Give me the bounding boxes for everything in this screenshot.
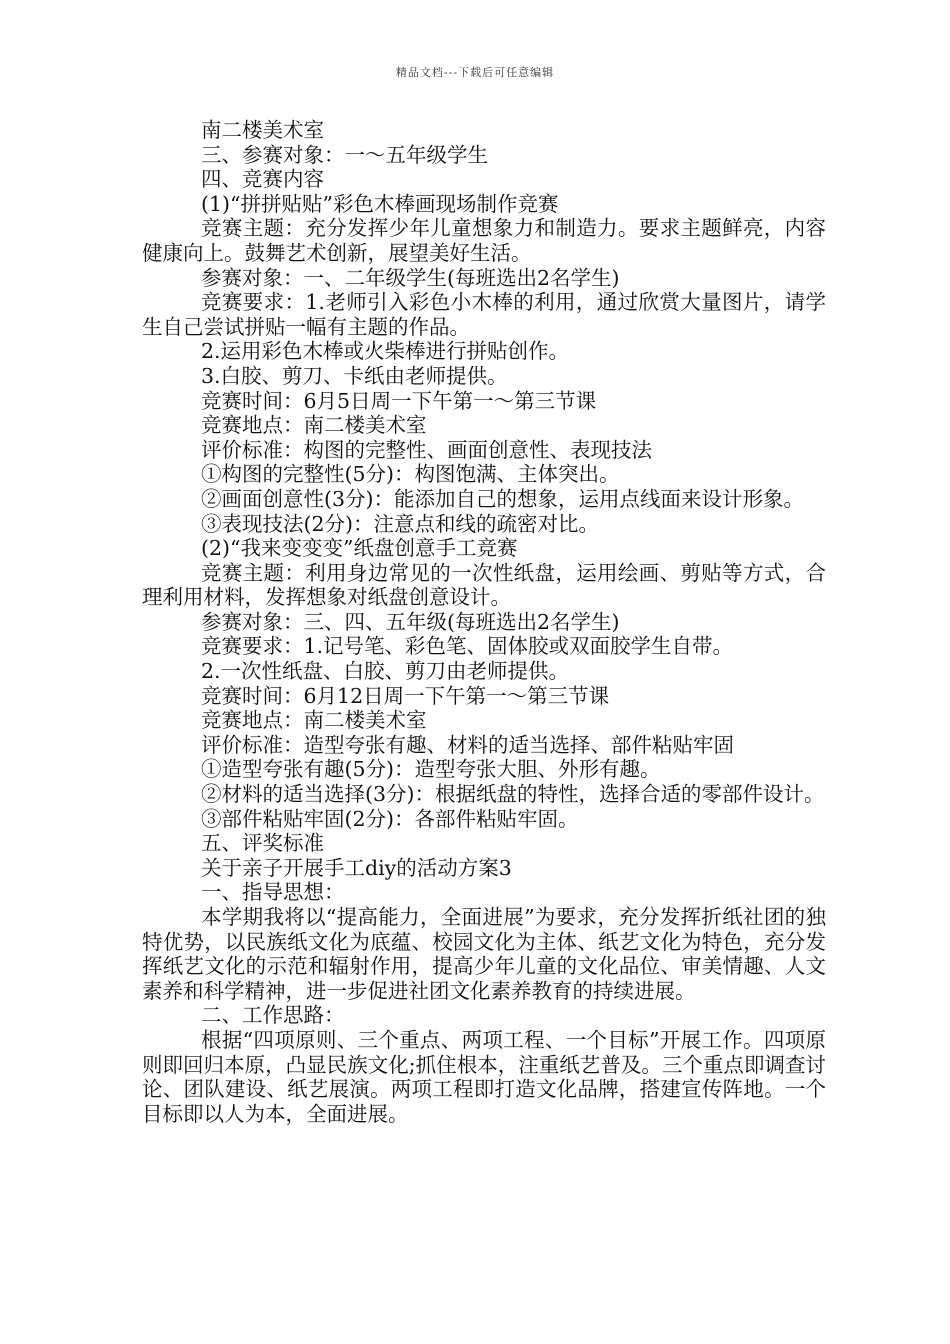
paragraph: 竞赛要求：1.老师引入彩色小木棒的利用，通过欣赏大量图片，请学生自己尝试拼贴一幅有主题的作品。 xyxy=(142,290,826,339)
document-title: 关于亲子开展手工diy的活动方案3 xyxy=(201,855,512,880)
paragraph: 评价标准：造型夸张有趣、材料的适当选择、部件粘贴牢固 xyxy=(201,732,734,757)
paragraph: ②画面创意性(3分)：能添加自己的想象，运用点线面来设计形象。 xyxy=(201,486,805,511)
paragraph: ③部件粘贴牢固(2分)：各部件粘贴牢固。 xyxy=(201,806,579,831)
paragraph: 南二楼美术室 xyxy=(201,118,324,142)
paragraph: 2.一次性纸盘、白胶、剪刀由老师提供。 xyxy=(201,659,570,684)
subsection-heading: (1)“拼拼贴贴”彩色木棒画现场制作竞赛 xyxy=(201,191,559,216)
section-heading: 四、竞赛内容 xyxy=(201,167,324,192)
paragraph: 参赛对象：三、四、五年级(每班选出2名学生) xyxy=(201,609,620,634)
paragraph: 竞赛主题：充分发挥少年儿童想象力和制造力。要求主题鲜亮，内容健康向上。鼓舞艺术创新，展望美好生活。 xyxy=(142,216,826,265)
section-heading: 五、评奖标准 xyxy=(201,831,324,856)
paragraph: 根据“四项原则、三个重点、两项工程、一个目标”开展工作。四项原则即回归本原，凸显民族文化;抓住根本，注重纸艺普及。三个重点即调查讨论、团队建设、纸艺展演。两项工程即打造文化品牌，搭建宣传阵地。一个目标即以人为本，全面进展。 xyxy=(142,1027,826,1126)
paragraph: 竞赛时间：6月12日周一下午第一～第三节课 xyxy=(201,683,610,708)
paragraph: 3.白胶、剪刀、卡纸由老师提供。 xyxy=(201,363,508,388)
section-heading: 二、工作思路： xyxy=(201,1003,345,1028)
document-body xyxy=(142,118,826,1126)
paragraph: ②材料的适当选择(3分)：根据纸盘的特性，选择合适的零部件设计。 xyxy=(201,782,825,807)
paragraph: 竞赛地点：南二楼美术室 xyxy=(201,413,427,438)
subsection-heading: (2)“我来变变变”纸盘创意手工竞赛 xyxy=(201,536,518,561)
paragraph: 竞赛地点：南二楼美术室 xyxy=(201,708,427,733)
paragraph: ①造型夸张有趣(5分)：造型夸张大胆、外形有趣。 xyxy=(201,757,661,782)
paragraph: 参赛对象：一、二年级学生(每班选出2名学生) xyxy=(201,265,620,290)
paragraph: 本学期我将以“提高能力，全面进展”为要求，充分发挥折纸社团的独特优势，以民族纸文化为底蕴、校园文化为主体、纸艺文化为特色，充分发挥纸艺文化的示范和辐射作用，提高少年儿童的文化品位、审美情趣、人文素养和科学精神，进一步促进社团文化素养教育的持续进展。 xyxy=(142,905,826,1003)
paragraph: 竞赛时间：6月5日周一下午第一～第三节课 xyxy=(201,388,597,413)
paragraph: 竞赛要求：1.记号笔、彩色笔、固体胶或双面胶学生自带。 xyxy=(201,634,734,659)
paragraph: 2.运用彩色木棒或火柴棒进行拼贴创作。 xyxy=(201,339,570,364)
section-heading: 一、指导思想： xyxy=(201,880,345,905)
paragraph: 评价标准：构图的完整性、画面创意性、表现技法 xyxy=(201,437,652,462)
page-header: 精品文档---下载后可任意编辑 xyxy=(395,66,555,79)
paragraph: ①构图的完整性(5分)：构图饱满、主体突出。 xyxy=(201,462,620,487)
paragraph: 竞赛主题：利用身边常见的一次性纸盘，运用绘画、剪贴等方式，合理利用材料，发挥想象对纸盘创意设计。 xyxy=(142,560,826,610)
section-heading: 三、参赛对象：一～五年级学生 xyxy=(201,142,488,167)
paragraph: ③表现技法(2分)：注意点和线的疏密对比。 xyxy=(201,511,600,536)
